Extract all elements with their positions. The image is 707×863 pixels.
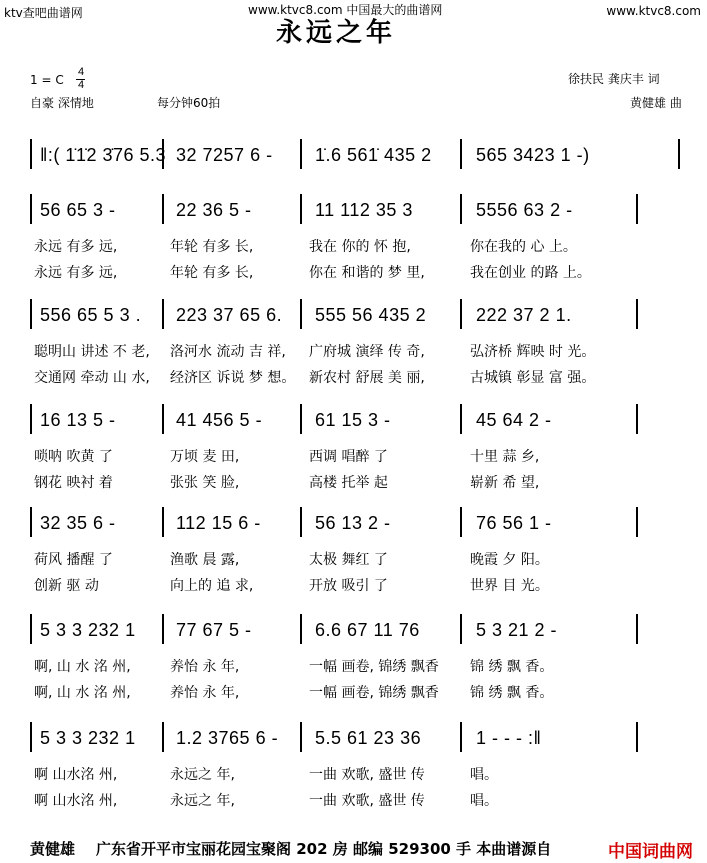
watermark-center: www.ktvc8.com 中国最大的曲谱网 (248, 3, 443, 17)
lyric-segment: 交通网 牵动 山 水, (34, 370, 150, 386)
watermark-left: ktv查吧曲谱网 (4, 6, 83, 20)
lyric-segment: 弘济桥 辉映 时 光。 (470, 344, 596, 360)
bar-line (162, 507, 164, 537)
lyric-segment: 唱。 (470, 767, 498, 783)
notation-measure: 556 65 5 3 . (40, 305, 142, 325)
lyric-segment: 养怡 永 年, (170, 659, 240, 675)
lyric-segment: 我在创业 的路 上。 (470, 265, 591, 281)
lyric-segment: 唢呐 吹黄 了 (34, 449, 113, 465)
bar-line (30, 722, 32, 752)
lyric-segment: 一幅 画卷, 锦绣 飘香 (309, 685, 439, 701)
lyric-segment: 广府城 演绎 传 奇, (309, 344, 425, 360)
expression-marking: 自豪 深情地 (30, 96, 94, 110)
bar-line (636, 404, 638, 434)
lyric-segment: 崭新 希 望, (470, 475, 540, 491)
lyric-segment: 高楼 托举 起 (309, 475, 388, 491)
bar-line (636, 299, 638, 329)
notation-measure: 16 13 5 - (40, 410, 116, 430)
bar-line (30, 507, 32, 537)
lyricist-credit: 徐扶民 龚庆丰 词 (568, 72, 660, 86)
lyric-segment: 锦 绣 飘 香。 (470, 685, 554, 701)
lyric-segment: 永远 有多 远, (34, 239, 118, 255)
lyric-segment: 十里 蒜 乡, (470, 449, 540, 465)
notation-measure: 45 64 2 - (476, 410, 552, 430)
notation-measure: 555 56 435 2 (315, 305, 427, 325)
bar-line (460, 614, 462, 644)
lyric-segment: 年轮 有多 长, (170, 265, 254, 281)
lyric-segment: 你在我的 心 上。 (470, 239, 577, 255)
bar-line (30, 299, 32, 329)
bar-line (460, 299, 462, 329)
lyric-segment: 新农村 舒展 美 丽, (309, 370, 425, 386)
lyric-segment: 荷风 播醒 了 (34, 552, 113, 568)
lyric-segment: 一曲 欢歌, 盛世 传 (309, 767, 425, 783)
bar-line (162, 404, 164, 434)
bar-line (460, 722, 462, 752)
lyric-segment: 向上的 追 求, (170, 578, 254, 594)
lyric-segment: 太极 舞红 了 (309, 552, 388, 568)
lyric-segment: 唱。 (470, 793, 498, 809)
song-title: 永远之年 (276, 18, 397, 48)
lyric-segment: 永远之 年, (170, 793, 235, 809)
bar-line (300, 614, 302, 644)
lyric-segment: 养怡 永 年, (170, 685, 240, 701)
bar-line (162, 722, 164, 752)
notation-measure: 56 13 2 - (315, 513, 391, 533)
bar-line (300, 507, 302, 537)
bar-line (460, 404, 462, 434)
time-signature-top: 4 (77, 66, 85, 78)
notation-measure: 22 36 5 - (176, 200, 252, 220)
notation-measure: 5556 63 2 - (476, 200, 573, 220)
bar-line (30, 614, 32, 644)
footer-address: 广东省开平市宝丽花园宝聚阁 202 房 邮编 529300 手 本曲谱源自 (96, 840, 552, 858)
notation-measure: 32 7257 6 - (176, 145, 273, 165)
lyric-segment: 世界 目 光。 (470, 578, 549, 594)
bar-line (636, 194, 638, 224)
notation-measure: 112 15 6 - (176, 513, 261, 533)
footer-brand: 中国词曲网 (608, 842, 693, 862)
lyric-segment: 晚霞 夕 阳。 (470, 552, 549, 568)
notation-measure: 5 3 21 2 - (476, 620, 558, 640)
notation-measure: 223 37 65 6. (176, 305, 283, 325)
bar-line (162, 194, 164, 224)
lyric-segment: 啊 山水洺 州, (34, 793, 118, 809)
bar-line (636, 614, 638, 644)
lyric-segment: 年轮 有多 长, (170, 239, 254, 255)
notation-measure: 61 15 3 - (315, 410, 391, 430)
lyric-segment: 开放 吸引 了 (309, 578, 388, 594)
notation-measure: 5 3 3 232 1 (40, 620, 136, 640)
notation-measure: 565 3423 1 -) (476, 145, 590, 165)
key-signature: 1 = C (30, 73, 64, 87)
lyric-segment: 永远之 年, (170, 767, 235, 783)
bar-line (162, 614, 164, 644)
lyric-segment: 锦 绣 飘 香。 (470, 659, 554, 675)
lyric-segment: 创新 驱 动 (34, 578, 99, 594)
notation-measure: 77 67 5 - (176, 620, 252, 640)
footer-author: 黄健雄 (30, 840, 76, 858)
lyric-segment: 我在 你的 怀 抱, (309, 239, 411, 255)
bar-line (636, 507, 638, 537)
notation-measure: 11 112 35 3 (315, 200, 413, 220)
bar-line (300, 722, 302, 752)
lyric-segment: 张张 笑 脸, (170, 475, 240, 491)
lyric-segment: 古城镇 彰显 富 强。 (470, 370, 596, 386)
lyric-segment: 万顷 麦 田, (170, 449, 240, 465)
notation-measure: 5.5 61 23 36 (315, 728, 422, 748)
bar-line (300, 194, 302, 224)
bar-line (30, 194, 32, 224)
bar-line (460, 507, 462, 537)
bar-line (30, 139, 32, 169)
bar-line (460, 194, 462, 224)
notation-measure: 1 - - - :‖ (476, 728, 542, 748)
lyric-segment: 西调 唱醉 了 (309, 449, 388, 465)
bar-line (300, 404, 302, 434)
notation-measure: 76 56 1 - (476, 513, 552, 533)
lyric-segment: 洛河水 流动 吉 祥, (170, 344, 286, 360)
lyric-segment: 你在 和谐的 梦 里, (309, 265, 425, 281)
bar-line (636, 722, 638, 752)
lyric-segment: 一曲 欢歌, 盛世 传 (309, 793, 425, 809)
composer-credit: 黄健雄 曲 (630, 96, 682, 110)
time-signature-bottom: 4 (77, 79, 85, 91)
lyric-segment: 一幅 画卷, 锦绣 飘香 (309, 659, 439, 675)
lyric-segment: 钢花 映衬 着 (34, 475, 113, 491)
lyric-segment: 啊, 山 水 洺 州, (34, 659, 131, 675)
notation-measure: ‖:( 1̇1̇2 3̇76 5.3 (40, 145, 167, 165)
notation-measure: 41 456 5 - (176, 410, 263, 430)
tempo-marking: 每分钟60拍 (157, 96, 221, 110)
notation-measure: 5 3 3 232 1 (40, 728, 136, 748)
lyric-segment: 经济区 诉说 梦 想。 (170, 370, 296, 386)
bar-line (30, 404, 32, 434)
lyric-segment: 永远 有多 远, (34, 265, 118, 281)
bar-line (300, 299, 302, 329)
notation-measure: 1.2 3765 6 - (176, 728, 279, 748)
watermark-right: www.ktvc8.com (606, 4, 701, 18)
lyric-segment: 啊 山水洺 州, (34, 767, 118, 783)
lyric-segment: 渔歌 晨 露, (170, 552, 240, 568)
notation-measure: 56 65 3 - (40, 200, 116, 220)
notation-measure: 1̇.6 561̇ 435 2 (315, 145, 432, 165)
bar-line (162, 299, 164, 329)
bar-line (460, 139, 462, 169)
bar-line (300, 139, 302, 169)
lyric-segment: 聪明山 讲述 不 老, (34, 344, 150, 360)
bar-line (678, 139, 680, 169)
notation-measure: 222 37 2 1. (476, 305, 572, 325)
notation-measure: 6.6 67 11 76 (315, 620, 420, 640)
lyric-segment: 啊, 山 水 洺 州, (34, 685, 131, 701)
notation-measure: 32 35 6 - (40, 513, 116, 533)
